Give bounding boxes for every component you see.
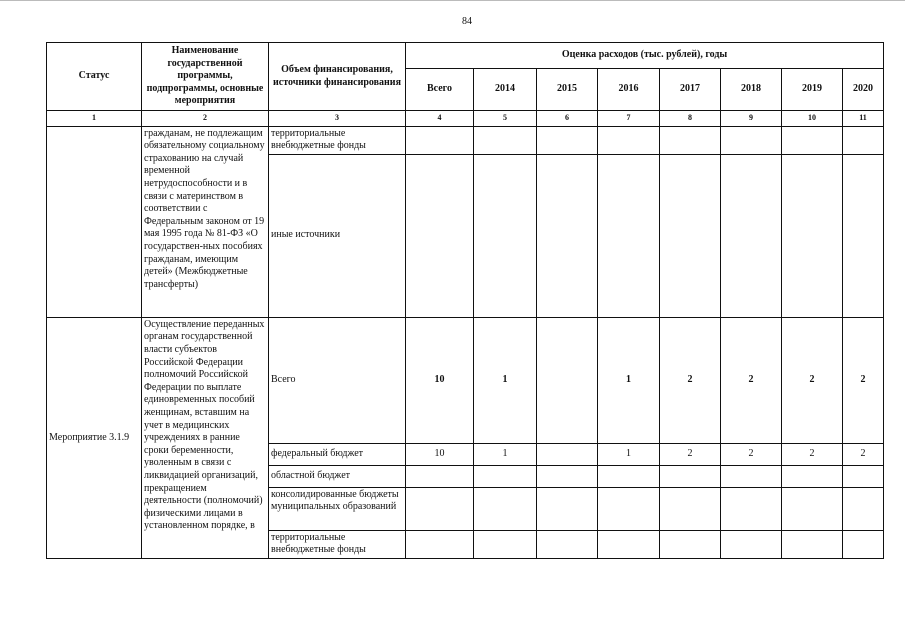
column-number: 1 <box>47 111 142 127</box>
value-cell <box>537 530 598 558</box>
source-cell: территориальные внебюджетные фонды <box>269 530 406 558</box>
value-cell: 10 <box>406 443 474 465</box>
value-cell: 2 <box>660 317 721 443</box>
source-cell: Всего <box>269 317 406 443</box>
column-number-row <box>47 111 884 127</box>
value-cell <box>843 465 884 487</box>
value-cell <box>660 465 721 487</box>
source-cell: иные источники <box>269 154 406 317</box>
value-cell <box>660 154 721 317</box>
value-cell: 1 <box>474 317 537 443</box>
value-cell <box>721 154 782 317</box>
expenditure-table <box>46 42 884 559</box>
value-cell <box>660 530 721 558</box>
value-cell <box>782 487 843 530</box>
table-row <box>47 126 884 154</box>
value-cell <box>537 126 598 154</box>
source-cell: федеральный бюджет <box>269 443 406 465</box>
value-cell <box>474 465 537 487</box>
header-year-2019: 2019 <box>782 69 843 111</box>
value-cell <box>406 487 474 530</box>
value-cell <box>598 487 660 530</box>
source-cell: консолидированные бюджеты муниципальных образований <box>269 487 406 530</box>
value-cell <box>537 487 598 530</box>
value-cell <box>537 317 598 443</box>
value-cell: 1 <box>474 443 537 465</box>
status-cell-empty <box>47 126 142 317</box>
value-cell: 2 <box>721 443 782 465</box>
header-program-name: Наименование государственной программы, подпрограммы, основные мероприятия <box>142 43 269 111</box>
value-cell <box>537 154 598 317</box>
value-cell: 2 <box>843 317 884 443</box>
value-cell: 2 <box>782 317 843 443</box>
value-cell <box>406 154 474 317</box>
status-cell: Мероприятие 3.1.9 <box>47 317 142 558</box>
source-cell: территориальные внебюджетные фонды <box>269 126 406 154</box>
column-number: 5 <box>474 111 537 127</box>
value-cell: 10 <box>406 317 474 443</box>
column-number: 2 <box>142 111 269 127</box>
value-cell <box>843 126 884 154</box>
header-year-2015: 2015 <box>537 69 598 111</box>
header-estimate: Оценка расходов (тыс. рублей), годы <box>406 43 884 69</box>
header-year-2017: 2017 <box>660 69 721 111</box>
value-cell <box>474 154 537 317</box>
header-year-total: Всего <box>406 69 474 111</box>
value-cell <box>782 154 843 317</box>
value-cell <box>721 126 782 154</box>
column-number: 10 <box>782 111 843 127</box>
value-cell: 2 <box>660 443 721 465</box>
value-cell <box>721 530 782 558</box>
value-cell <box>660 487 721 530</box>
column-number: 4 <box>406 111 474 127</box>
value-cell <box>721 465 782 487</box>
program-name-cell: гражданам, не подлежащим обязательному социальному страхованию на случай временной нетрудоспособности и в связи с материнством в соответствии с Федеральным законом от 19 мая 1995 года № 81-ФЗ «О государствен-ных пособиях гражданам, имеющим детей» (Межбюджетные трансферты) <box>142 126 269 317</box>
value-cell <box>782 126 843 154</box>
value-cell <box>598 530 660 558</box>
value-cell: 1 <box>598 443 660 465</box>
value-cell <box>598 465 660 487</box>
header-year-2014: 2014 <box>474 69 537 111</box>
value-cell <box>843 530 884 558</box>
source-cell: областной бюджет <box>269 465 406 487</box>
column-number: 9 <box>721 111 782 127</box>
value-cell: 2 <box>782 443 843 465</box>
header-financing: Объем финансирования, источники финансирования <box>269 43 406 111</box>
header-year-2020: 2020 <box>843 69 884 111</box>
header-year-2018: 2018 <box>721 69 782 111</box>
value-cell <box>598 126 660 154</box>
value-cell: 2 <box>843 443 884 465</box>
value-cell <box>843 487 884 530</box>
program-name-cell: Осуществление переданных органам государственной власти субъектов Российской Федерации полномочий Российской Федерации по выплате единовременных пособий женщинам, вставшим на учет в медицинских учреждениях в ранние сроки беременности, уволенным в связи с ликвидацией организаций, прекращением деятельности (полномочий) физическими лицами в установленном порядке, в <box>142 317 269 558</box>
value-cell <box>843 154 884 317</box>
value-cell <box>474 530 537 558</box>
page-top-border <box>0 0 905 1</box>
value-cell <box>782 465 843 487</box>
header-status: Статус <box>47 43 142 111</box>
value-cell <box>598 154 660 317</box>
table-row <box>47 317 884 443</box>
column-number: 3 <box>269 111 406 127</box>
value-cell <box>474 126 537 154</box>
value-cell: 2 <box>721 317 782 443</box>
value-cell <box>474 487 537 530</box>
value-cell <box>660 126 721 154</box>
value-cell <box>782 530 843 558</box>
value-cell <box>406 530 474 558</box>
column-number: 7 <box>598 111 660 127</box>
column-number: 11 <box>843 111 884 127</box>
column-number: 6 <box>537 111 598 127</box>
value-cell <box>406 465 474 487</box>
value-cell: 1 <box>598 317 660 443</box>
column-number: 8 <box>660 111 721 127</box>
header-year-2016: 2016 <box>598 69 660 111</box>
page-number: 84 <box>462 16 472 27</box>
value-cell <box>537 443 598 465</box>
value-cell <box>406 126 474 154</box>
value-cell <box>537 465 598 487</box>
value-cell <box>721 487 782 530</box>
